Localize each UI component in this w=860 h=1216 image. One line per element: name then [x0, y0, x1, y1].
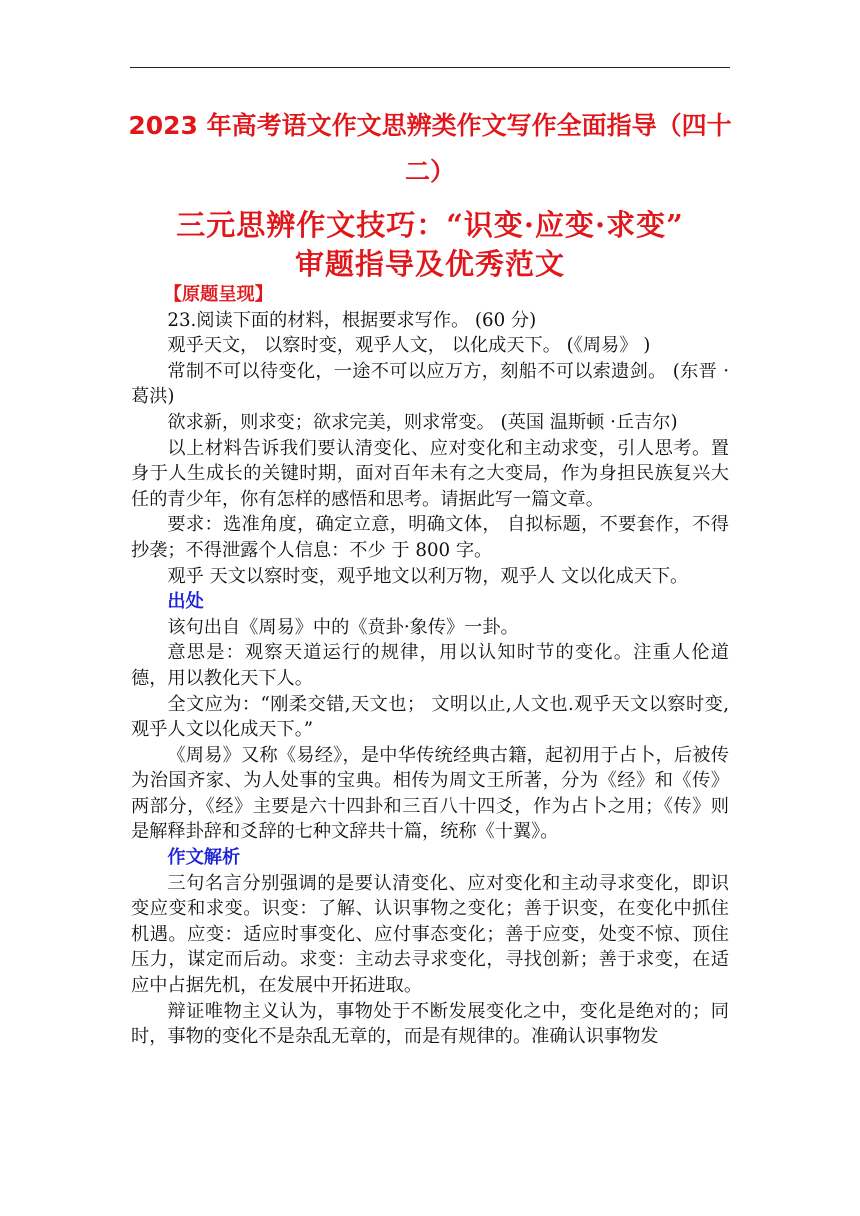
quote-gehong: 常制不可以待变化，一途不可以应万方，刻船不可以索遗剑。 (东晋 ·葛洪) [131, 360, 729, 408]
prompt-paragraph: 以上材料告诉我们要认清变化、应对变化和主动求变，引人思考。置身于人生成长的关键时期，面对百年未有之大变局，作为身担民族复兴大任的青少年，你有怎样的感悟和思考。请据此写一篇文章。 [131, 437, 729, 510]
quote-zhouyi: 观乎天文， 以察时变，观乎人文， 以化成天下。 (《周易》 ) [167, 335, 651, 357]
header-rule [130, 67, 730, 68]
section-heading-analysis: 作文解析 [167, 847, 241, 869]
section-heading-original: 【原题呈现】 [163, 284, 273, 305]
document-body [131, 282, 729, 1050]
source-paragraph-4: 《周易》又称《易经》，是中华传统经典古籍，起初用于占卜，后被传为治国齐家、为人处事的宝典。相传为周文王所著，分为《经》和《传》两部分，《经》主要是六十四卦和三百八十四爻，作为占卜之用；《传》则是解释卦辞和爻辞的七种文辞共十篇，统称《十翼》。 [131, 744, 729, 843]
analysis-paragraph-2: 辩证唯物主义认为，事物处于不断发展变化之中，变化是绝对的；同时，事物的变化不是杂乱无章的，而是有规律的。准确认识事物发 [131, 1000, 729, 1048]
question-paragraph: 23.阅读下面的材料，根据要求写作。 (60 分) [167, 309, 537, 331]
document-subtitle-continued: 审题指导及优秀范文 [294, 247, 565, 281]
analysis-paragraph-1: 三句名言分别强调的是要认清变化、应对变化和主动寻求变化，即识变应变和求变。识变：了解、认识事物之变化；善于识变，在变化中抓住机遇。应变：适应时事变化、应付事态变化；善于应变，处变不惊、顶住压力，谋定而后动。求变：主动去寻求变化，寻找创新；善于求变，在适应中占据先机，在发展中开拓进取。 [131, 872, 729, 997]
document-title: 2023 年高考语文作文思辨类作文写作全面指导（四十 [128, 111, 732, 140]
document-subtitle: 三元思辨作文技巧：“识变·应变·求变” [176, 208, 684, 242]
document-title-continued: 二） [404, 157, 455, 186]
source-paragraph-2: 意思是：观察天道运行的规律，用以认知时节的变化。注重人伦道德，用以教化天下人。 [131, 642, 729, 689]
requirements-paragraph: 要求：选准角度，确定立意，明确文体， 自拟标题，不要套作，不得抄袭；不得泄露个人信息：不少 于 800 字。 [131, 514, 729, 561]
source-paragraph-1: 该句出自《周易》中的《贲卦·象传》一卦。 [167, 616, 519, 638]
sentence-paragraph: 观乎 天文以察时变，观乎地文以利万物，观乎人 文以化成天下。 [167, 565, 689, 587]
source-paragraph-3: 全文应为：“刚柔交错,天文也； 文明以止,人文也.观乎天文以察时变,观乎人文以化成天下。” [131, 693, 729, 741]
section-heading-source: 出处 [167, 591, 204, 613]
quote-churchill: 欲求新，则求变；欲求完美，则求常变。 (英国 温斯顿 ·丘吉尔) [167, 411, 678, 433]
